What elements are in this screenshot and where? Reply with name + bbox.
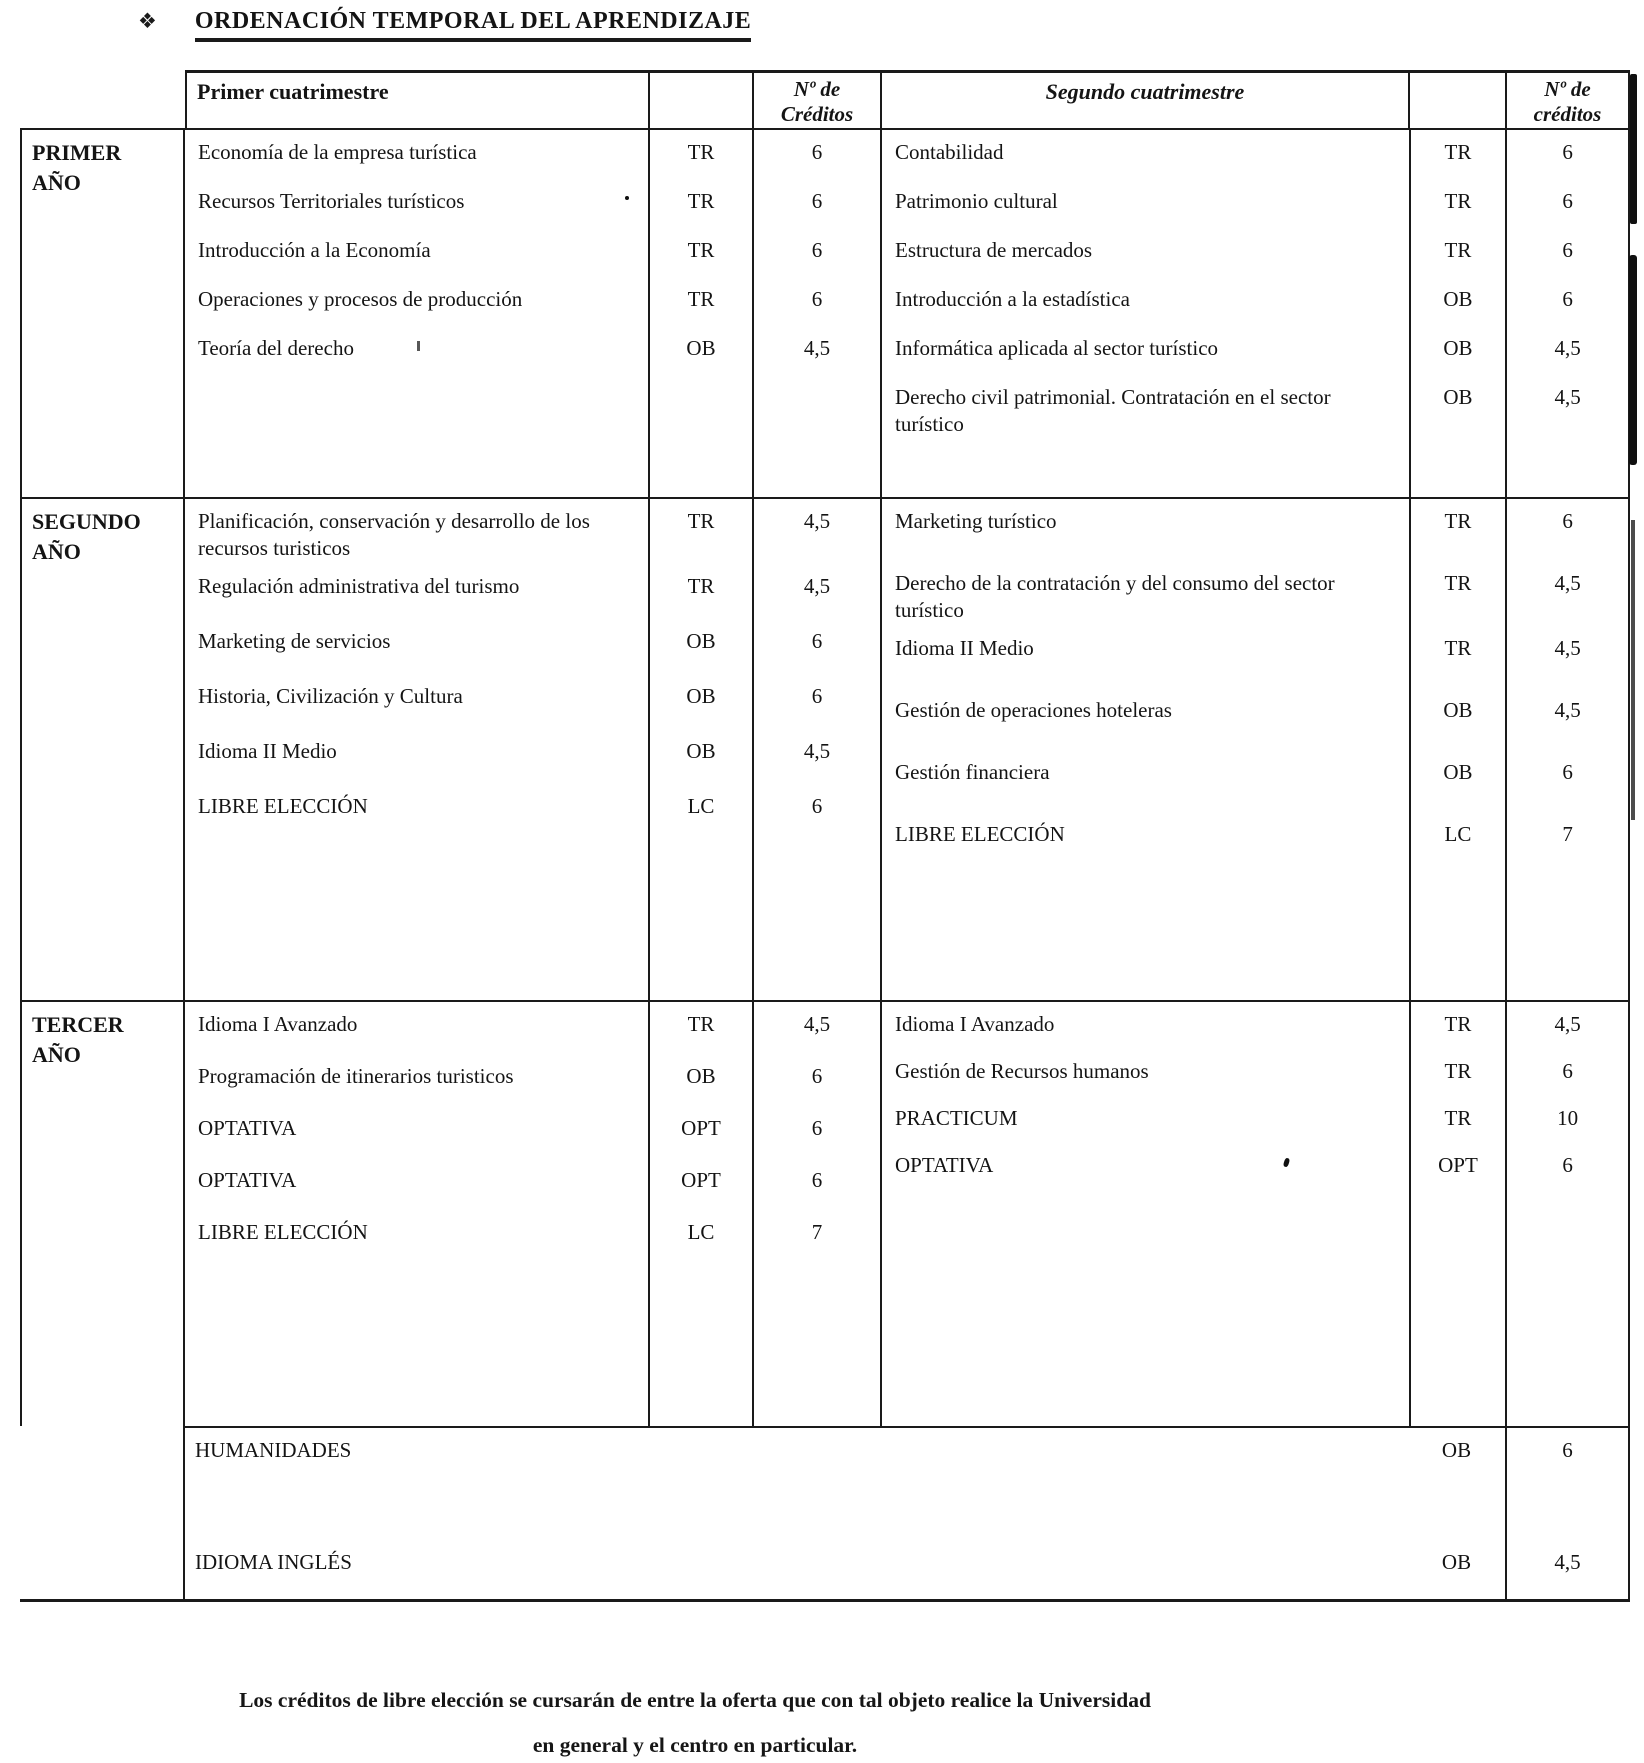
course-credits: 4,5 [1505,326,1630,375]
course-subject: Teoría del derecho [198,336,354,360]
course-type: TR [1409,1049,1506,1096]
year-group-primer [20,128,1630,497]
course-subject: HUMANIDADES [195,1438,352,1462]
course-credits: 6 [1505,499,1630,561]
course-credits: 10 [1505,1096,1630,1143]
course-type: TR [1409,561,1506,626]
course-subject: Operaciones y procesos de producción [198,287,523,311]
footnote [0,1678,1390,1763]
course-subject: Marketing de servicios [198,629,391,653]
course-credits: 6 [752,179,880,228]
header-first-semester: Primer cuatrimestre [185,70,648,128]
course-credits: 6 [1505,1143,1630,1190]
course-subject: Gestión de Recursos humanos [895,1059,1149,1083]
course-type: TR [1409,1002,1506,1049]
table-row [185,375,880,497]
course-credits: 4,5 [1505,561,1630,626]
table-row [882,228,1630,277]
table-row [882,277,1630,326]
header-spacer [20,70,185,128]
course-credits: 6 [1505,1428,1630,1540]
table-row [882,1096,1630,1143]
table-row [185,1002,880,1054]
year-group-tercer [20,1000,1630,1426]
course-credits: 6 [1505,179,1630,228]
table-row [185,228,880,277]
table-row [882,1049,1630,1096]
common-spacer [20,1426,185,1599]
course-credits: 4,5 [1505,375,1630,440]
table-row [185,1158,880,1210]
course-credits: 6 [1505,130,1630,179]
table-row [882,812,1630,874]
table-row [185,130,880,179]
table-row [185,1210,880,1262]
page-title: ORDENACIÓN TEMPORAL DEL APRENDIZAJE [195,8,751,42]
course-credits: 6 [752,130,880,179]
table-row [185,619,880,674]
course-credits: 6 [752,784,880,839]
table-row [882,375,1630,440]
table-row [185,674,880,729]
course-type: TR [648,1002,752,1054]
scan-artifact-bar [1629,255,1637,465]
first-semester-column [185,130,880,497]
table-row [882,326,1630,375]
table-row [882,1190,1630,1426]
course-credits: 4,5 [1505,1002,1630,1049]
course-credits: 6 [752,1106,880,1158]
course-subject [882,874,1409,1000]
first-semester-column [185,499,880,1000]
table-row [185,277,880,326]
course-credits: 6 [1505,228,1630,277]
scan-artifact-bar [1630,74,1637,224]
course-type [648,839,752,1000]
course-type: TR [1409,130,1506,179]
table-row [882,179,1630,228]
course-type: OPT [1409,1143,1506,1190]
table-row [882,499,1630,561]
course-subject: Marketing turístico [895,509,1057,533]
course-type: TR [1409,499,1506,561]
course-subject: LIBRE ELECCIÓN [198,794,368,818]
course-subject: Patrimonio cultural [895,189,1058,213]
course-type: OPT [648,1106,752,1158]
table-row [882,874,1630,1000]
course-type: OB [1409,750,1506,812]
course-credits: 4,5 [752,729,880,784]
course-subject [185,1262,648,1426]
header-type-second [1408,70,1505,128]
course-credits [752,1262,880,1426]
course-subject: Gestión de operaciones hoteleras [895,698,1172,722]
course-type: TR [648,228,752,277]
course-type: TR [1409,179,1506,228]
course-subject: Estructura de mercados [895,238,1093,262]
first-semester-column [185,1002,880,1426]
course-subject: OPTATIVA [198,1168,297,1192]
course-credits: 4,5 [752,499,880,564]
course-type: TR [648,277,752,326]
course-credits: 7 [1505,812,1630,874]
course-subject: Gestión financiera [895,760,1050,784]
course-credits: 4,5 [1505,1540,1630,1599]
course-type: LC [1409,812,1506,874]
course-subject: Historia, Civilización y Cultura [198,684,463,708]
course-type: OB [1441,1438,1472,1462]
course-type: TR [1409,626,1506,688]
table-row [882,561,1630,626]
course-type: OB [1441,1550,1472,1574]
table-row [185,326,880,375]
course-type: LC [648,784,752,839]
course-type: TR [648,130,752,179]
course-subject: Introducción a la Economía [198,238,431,262]
table-row [882,688,1630,750]
table-row [185,1054,880,1106]
course-subject: Idioma I Avanzado [198,1012,358,1036]
course-credits [1505,874,1630,1000]
year-label: SEGUNDO AÑO [20,499,185,1000]
header-second-semester: Segundo cuatrimestre [880,70,1408,128]
course-credits: 6 [752,277,880,326]
year-group-segundo [20,497,1630,1000]
course-subject: Idioma II Medio [895,636,1034,660]
course-type: OPT [648,1158,752,1210]
table-row [185,499,880,564]
course-type: TR [648,499,752,564]
course-subject: Derecho de la contratación y del consumo del sector turístico [895,571,1335,622]
course-type: OB [648,619,752,674]
course-subject: Planificación, conservación y desarrollo de los recursos turisticos [198,509,590,560]
course-type: OB [648,326,752,375]
course-credits: 6 [752,228,880,277]
year-label: PRIMER AÑO [20,130,185,497]
course-credits: 6 [1505,1049,1630,1096]
course-credits: 6 [752,619,880,674]
table-row [185,839,880,1000]
course-type: OB [648,1054,752,1106]
table-row [882,1002,1630,1049]
course-type: OB [648,729,752,784]
course-credits: 7 [752,1210,880,1262]
course-credits: 4,5 [752,1002,880,1054]
course-credits [752,375,880,497]
course-type: TR [648,179,752,228]
curriculum-table [20,70,1630,1602]
diamond-bullet-icon: ❖ [138,9,157,33]
table-header-row [20,70,1630,128]
table-row [185,729,880,784]
header-type-first [648,70,752,128]
course-subject: LIBRE ELECCIÓN [895,822,1065,846]
course-credits: 6 [1505,750,1630,812]
course-type: OB [648,674,752,729]
second-semester-column [880,130,1630,497]
table-row [185,1428,1630,1540]
course-type [1409,440,1506,497]
course-subject: Regulación administrativa del turismo [198,574,520,598]
scan-artifact-speck [625,196,629,200]
course-credits: 4,5 [1505,688,1630,750]
course-type: TR [1409,228,1506,277]
course-subject [185,839,648,1000]
table-row [185,1540,1630,1599]
course-credits [1505,440,1630,497]
table-row [882,750,1630,812]
year-label: TERCER AÑO [20,1002,185,1426]
footnote-line-2: en general y el centro en particular. [532,1733,858,1757]
table-row [882,440,1630,497]
course-subject: LIBRE ELECCIÓN [198,1220,368,1244]
course-credits: 6 [752,1158,880,1210]
course-subject: OPTATIVA [895,1153,994,1177]
table-row [185,1262,880,1426]
course-subject: Informática aplicada al sector turístico [895,336,1219,360]
common-subjects-section [20,1426,1630,1602]
table-row [185,564,880,619]
course-subject: Idioma II Medio [198,739,337,763]
course-type: OB [1409,688,1506,750]
course-credits: 4,5 [1505,626,1630,688]
course-subject: Programación de itinerarios turisticos [198,1064,514,1088]
header-credits-first: Nº de Créditos [752,70,880,128]
second-semester-column [880,499,1630,1000]
course-type: OB [1409,375,1506,440]
course-type: LC [648,1210,752,1262]
course-subject [882,440,1409,497]
course-type [1409,1190,1506,1426]
course-type [648,375,752,497]
table-row [185,1106,880,1158]
course-subject [882,1190,1409,1426]
course-credits: 4,5 [752,326,880,375]
course-type [648,1262,752,1426]
course-credits [752,839,880,1000]
footnote-line-1: Los créditos de libre elección se cursarán de entre la oferta que con tal objeto realice la Universidad [239,1688,1151,1712]
course-subject: Economía de la empresa turística [198,140,477,164]
course-type: OB [1409,326,1506,375]
course-type: TR [1409,1096,1506,1143]
table-row [185,179,880,228]
table-row [882,1143,1630,1190]
second-semester-column [880,1002,1630,1426]
header-credits-second: Nº de créditos [1505,70,1630,128]
table-row [185,784,880,839]
course-subject [185,375,648,497]
common-block [185,1426,1630,1599]
scan-artifact-speck [417,341,420,351]
course-subject: OPTATIVA [198,1116,297,1140]
course-credits: 6 [752,674,880,729]
course-type [1409,874,1506,1000]
course-subject: Idioma I Avanzado [895,1012,1055,1036]
course-credits: 6 [1505,277,1630,326]
course-type: TR [648,564,752,619]
course-subject: IDIOMA INGLÉS [195,1550,352,1574]
course-subject: PRACTICUM [895,1106,1018,1130]
course-subject: Introducción a la estadística [895,287,1130,311]
course-subject: Contabilidad [895,140,1004,164]
course-type: OB [1409,277,1506,326]
table-row [882,626,1630,688]
course-subject: Derecho civil patrimonial. Contratación en el sector turístico [895,385,1331,436]
scan-artifact-bar [1631,520,1635,820]
course-credits: 6 [752,1054,880,1106]
course-credits [1505,1190,1630,1426]
course-subject: Recursos Territoriales turísticos [198,189,465,213]
course-credits: 4,5 [752,564,880,619]
document-title-block [138,8,751,42]
table-row [882,130,1630,179]
